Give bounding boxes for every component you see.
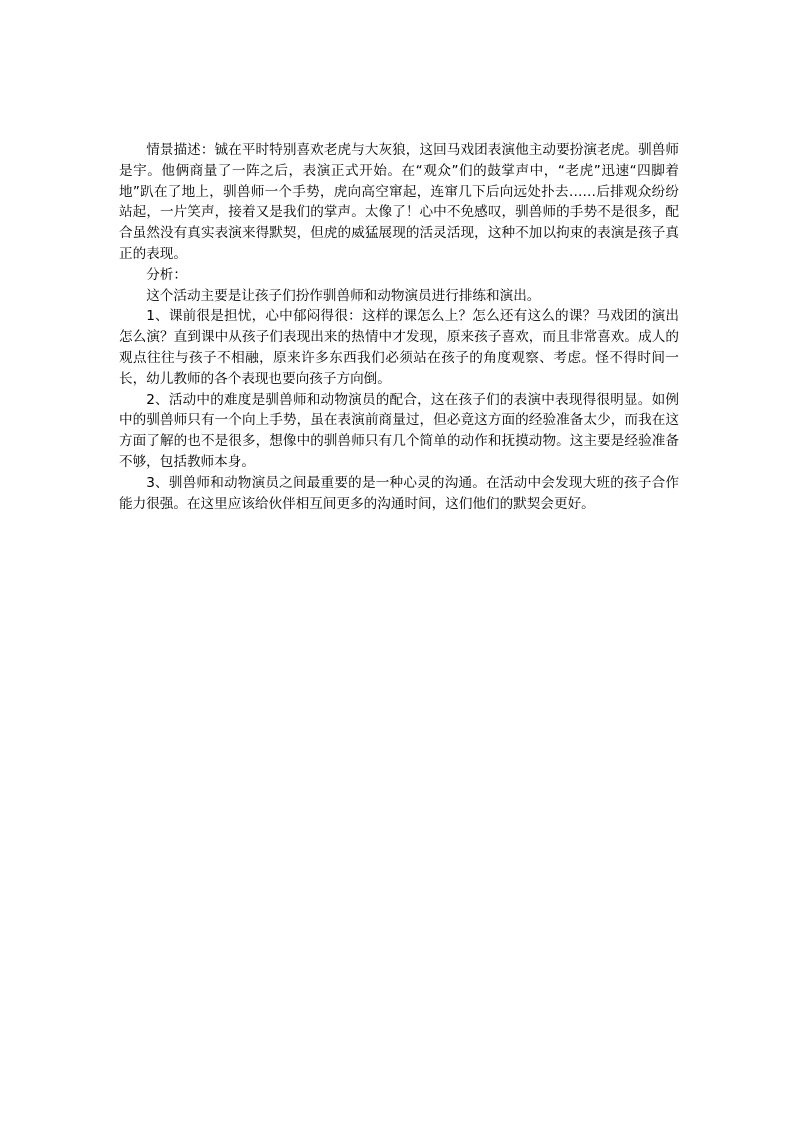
analysis-point-3: 3、驯兽师和动物演员之间最重要的是一种心灵的沟通。在活动中会发现大班的孩子合作能力很强。在这里应该给伙伴相互间更多的沟通时间，这们他们的默契会更好。 bbox=[119, 474, 679, 512]
document-body bbox=[119, 140, 679, 514]
analysis-heading: 分析： bbox=[146, 266, 187, 283]
analysis-point-1: 1、课前很是担忧，心中郁闷得很：这样的课怎么上？怎么还有这么的课？马戏团的演出怎么演？直到课中从孩子们表现出来的热情中才发现，原来孩子喜欢，而且非常喜欢。成人的观点往往与孩子不相融，原来许多东西我们必须站在孩子的角度观察、考虑。怪不得时间一长，幼儿教师的各个表现也要向孩子方向倒。 bbox=[119, 308, 679, 387]
analysis-point-2: 2、活动中的难度是驯兽师和动物演员的配合，这在孩子们的表演中表现得很明显。如例中的驯兽师只有一个向上手势，虽在表演前商量过，但必竟这方面的经验准备太少，而我在这方面了解的也不是很多，想像中的驯兽师只有几个简单的动作和抚摸动物。这主要是经验准备不够，包括教师本身。 bbox=[119, 391, 679, 470]
activity-summary-paragraph: 这个活动主要是让孩子们扮作驯兽师和动物演员进行排练和演出。 bbox=[146, 287, 541, 304]
scenario-paragraph: 情景描述：铖在平时特别喜欢老虎与大灰狼，这回马戏团表演他主动要扮演老虎。驯兽师是宇。他俩商量了一阵之后，表演正式开始。在“观众”们的鼓掌声中，“老虎”迅速“四脚着地”趴在了地上，驯兽师一个手势，虎向高空窜起，连窜几下后向远处扑去……后排观众纷纷站起，一片笑声，接着又是我们的掌声。太像了！心中不免感叹，驯兽师的手势不是很多，配合虽然没有真实表演来得默契，但虎的威猛展现的活灵活现，这种不加以拘束的表演是孩子真正的表现。 bbox=[119, 142, 679, 262]
